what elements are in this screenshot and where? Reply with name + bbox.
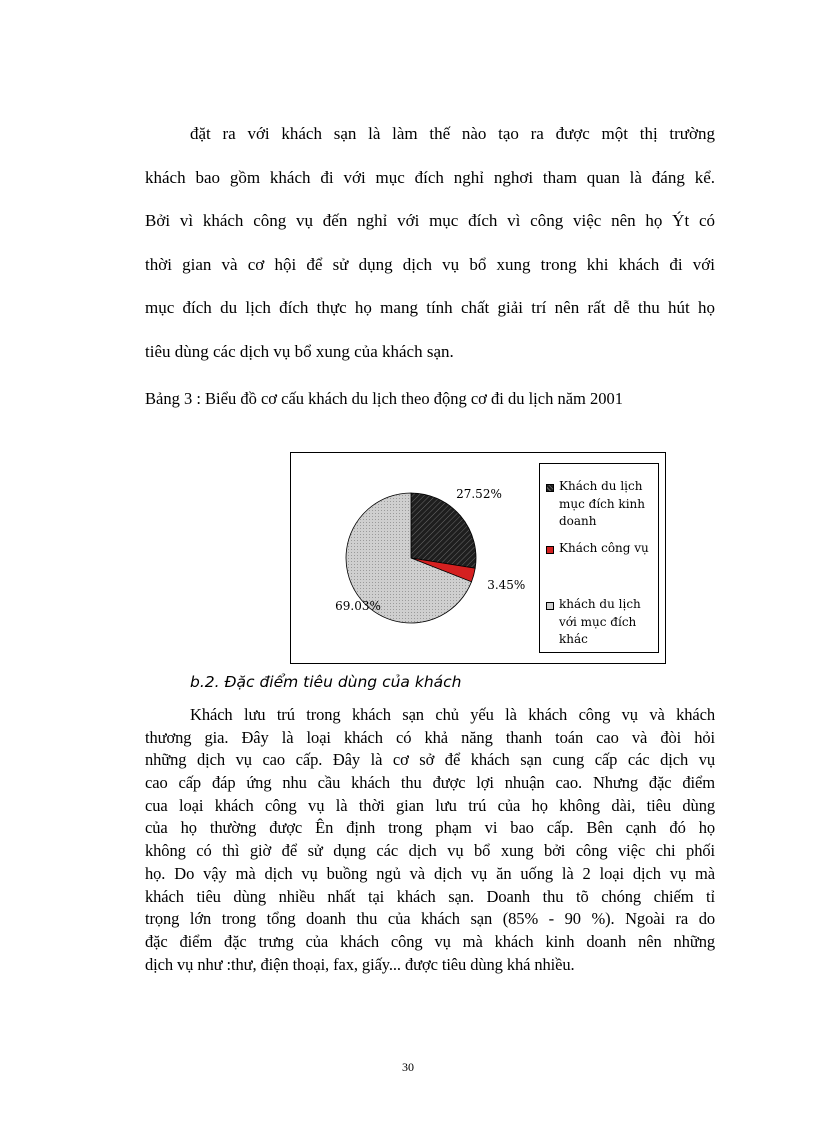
paragraph-line: dịch vụ như :thư, điện thoại, fax, giấy... được tiêu dùng khá nhiều. <box>145 954 575 974</box>
paragraph-line: cua loại khách công vụ là thời gian lưu trú của họ không dài, tiêu dùng <box>145 795 715 815</box>
legend-label <box>559 540 659 558</box>
paragraph-line: đặc điểm đặc trưng của khách công vụ mà khách kinh doanh nên những <box>145 931 715 951</box>
paragraph-line: trọng lớn trong tổng doanh thu của khách sạn (85% - 90 %). Ngoài ra do <box>145 909 715 929</box>
legend-label-line: Khách công vụ <box>559 541 649 555</box>
legend-label-line: doanh <box>559 514 597 528</box>
paragraph-line: đặt ra với khách sạn là làm thế nào tạo ra được một thị trường <box>190 124 715 143</box>
paragraph-line: khách tiêu dùng nhiều nhất tại khách sạn. Doanh thu tõ chóng chiếm tỉ <box>145 886 715 906</box>
legend-label-line: khách du lịch <box>559 597 641 611</box>
chart-legend <box>539 463 659 653</box>
legend-label-line: Khách du lịch <box>559 479 643 493</box>
legend-label <box>559 478 659 531</box>
paragraph-line: không có thì giờ để sử dụng các dịch vụ bổ xung bởi công việc chi phối <box>145 841 715 861</box>
paragraph-line: họ. Do vậy mà dịch vụ buồng ngủ và dịch vụ ăn uống là 2 loại dịch vụ mà <box>145 863 715 883</box>
legend-swatch-other <box>546 602 554 610</box>
pie-chart <box>291 453 541 663</box>
body-paragraph <box>145 704 715 976</box>
legend-label-line: với mục đích <box>559 614 637 629</box>
page-number: 30 <box>402 1060 414 1074</box>
chart-caption: Bảng 3 : Biểu đồ cơ cấu khách du lịch theo động cơ đi du lịch năm 2001 <box>145 389 623 408</box>
paragraph-line: của họ thường được Ên định trong phạm vi bao cấp. Bên cạnh đó họ <box>145 818 715 838</box>
pie-slice-business <box>411 493 476 568</box>
paragraph-line: Khách lưu trú trong khách sạn chủ yếu là khách công vụ và khách <box>190 705 715 724</box>
intro-paragraph <box>145 118 715 380</box>
pie-data-label: 69.03% <box>335 599 381 613</box>
legend-label-line: mục đích kinh <box>559 496 645 511</box>
pie-data-label: 3.45% <box>487 577 526 592</box>
paragraph-line: cao cấp đáp ứng nhu cầu khách thu được lợi nhuận cao. Nhưng đặc điểm <box>145 773 715 793</box>
pie-data-label: 27.52% <box>456 487 502 502</box>
paragraph-line: thời gian và cơ hội để sử dụng dịch vụ bổ xung trong khi khách đi với <box>145 254 715 274</box>
paragraph-line: những dịch vụ cao cấp. Đây là cơ sở để khách sạn cung cấp các dịch vụ <box>145 750 715 770</box>
legend-label <box>559 596 659 649</box>
paragraph-line: mục đích du lịch đích thực họ mang tính chất giải trí nên rất dễ thu hút họ <box>145 298 715 318</box>
paragraph-line: khách bao gồm khách đi với mục đích nghỉ nghơi tham quan là đáng kể. <box>145 167 715 187</box>
paragraph-line: tiêu dùng các dịch vụ bổ xung của khách sạn. <box>145 341 454 361</box>
legend-label-line: khác <box>559 632 588 646</box>
paragraph-line: thương gia. Đây là loại khách có khả năng thanh toán cao và đòi hỏi <box>145 727 715 747</box>
pie-chart-frame <box>290 452 666 664</box>
section-subheading: b.2. Đặc điểm tiêu dùng của khách <box>190 673 462 691</box>
legend-swatch-business <box>546 484 554 492</box>
paragraph-line: Bởi vì khách công vụ đến nghỉ với mục đích vì công việc nên họ Ýt có <box>145 211 715 231</box>
legend-swatch-official <box>546 546 554 554</box>
